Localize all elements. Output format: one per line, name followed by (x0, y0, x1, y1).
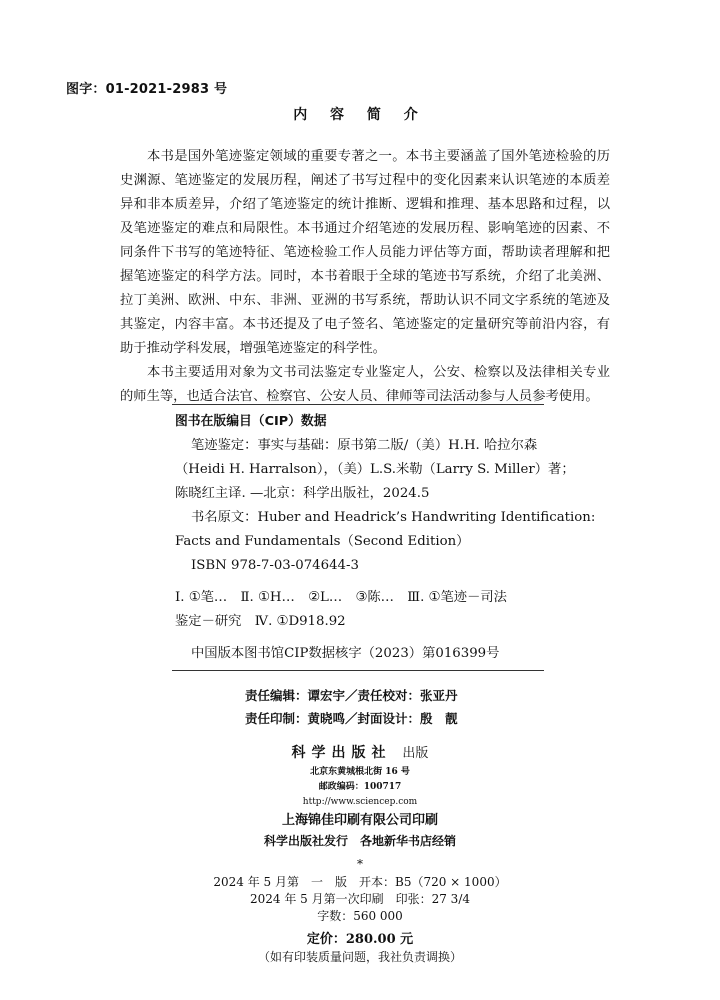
price: 定价：280.00 元 (306, 932, 414, 947)
printer: 上海锦佳印刷有限公司印刷 (281, 813, 438, 828)
cip-heading: 图书在版编目（CIP）数据 (175, 414, 327, 429)
publisher-name-text: 科学出版社 (291, 745, 392, 761)
content-summary (120, 145, 610, 409)
summary-paragraph-2: 本书主要适用对象为文书司法鉴定专业鉴定人，公安、检察以及法律相关专业的师生等，也适合法官、检察官、公安人员、律师等司法活动参与人员参考使用。 (120, 365, 610, 404)
cip-line: 陈晓红主译. —北京：科学出版社，2024.5 (175, 486, 430, 501)
distribution: 科学出版社发行 各地新华书店经销 (263, 834, 456, 848)
registration-number: 图字：01-2021-2983 号 (66, 82, 228, 97)
edition-info: 2024 年 5 月第 一 版 开本：B5（720 × 1000） (213, 875, 507, 889)
publisher-suffix: 出版 (402, 746, 429, 761)
cip-data-block (175, 410, 596, 666)
cip-classification: Ⅰ. ①笔… Ⅱ. ①H… ②L… ③陈… Ⅲ. ①笔迹－司法 (175, 590, 507, 605)
publisher-postcode: 邮政编码：100717 (318, 782, 402, 792)
cip-classification: 鉴定－研究 Ⅳ. ①D918.92 (175, 614, 346, 629)
separator-mark: * (357, 857, 363, 871)
cip-record-number: 中国版本图书馆CIP数据核字（2023）第016399号 (191, 646, 500, 661)
cip-line: 笔迹鉴定：事实与基础：原书第二版/（美）H.H. 哈拉尔森 (191, 438, 538, 453)
word-count: 字数：560 000 (317, 909, 403, 923)
cip-line: （Heidi H. Harralson），（美）L.S.米勒（Larry S. Miller）著； (175, 462, 575, 477)
page-title: 内 容 简 介 (293, 107, 427, 123)
publisher-name (0, 742, 720, 762)
summary-paragraph-1: 本书是国外笔迹鉴定领域的重要专著之一。本书主要涵盖了国外笔迹检验的历史渊源、笔迹鉴定的发展历程，阐述了书写过程中的变化因素来认识笔迹的本质差异和非本质差异，介绍了笔迹鉴定的统计推断、逻辑和推理、基本思路和过程，以及笔迹鉴定的难点和局限性。本书通过介绍笔迹的发展历程、影响笔迹的因素、不同条件下书写的笔迹特征、笔迹检验工作人员能力评估等方面，帮助读者理解和把握笔迹鉴定的科学方法。同时，本书着眼于全球的笔迹书写系统，介绍了北美洲、拉丁美洲、欧洲、中东、非洲、亚洲的书写系统，帮助认识不同文字系统的笔迹及其鉴定，内容丰富。本书还提及了电子签名、笔迹鉴定的定量研究等前沿内容，有助于推动学科发展，增强笔迹鉴定的科学性。 (120, 149, 610, 356)
cip-top-divider (172, 404, 544, 405)
cip-line: Facts and Fundamentals（Second Edition） (175, 534, 470, 549)
cip-line: 书名原文：Huber and Headrick’s Handwriting Identification: (191, 510, 596, 525)
cip-bottom-divider (172, 670, 544, 671)
quality-note: （如有印装质量问题，我社负责调换） (257, 950, 462, 964)
editorial-credits (245, 684, 458, 730)
publisher-address: 北京东黄城根北街 16 号 (310, 767, 410, 777)
credits-line: 责任印制：黄晓鸣／封面设计：殷 靓 (245, 711, 458, 726)
credits-line: 责任编辑：谭宏宇／责任校对：张亚丹 (245, 688, 458, 703)
publisher-website: http://www.sciencep.com (302, 797, 418, 807)
printing-info: 2024 年 5 月第一次印刷 印张：27 3/4 (249, 892, 470, 906)
cip-isbn: ISBN 978-7-03-074644-3 (191, 558, 359, 573)
